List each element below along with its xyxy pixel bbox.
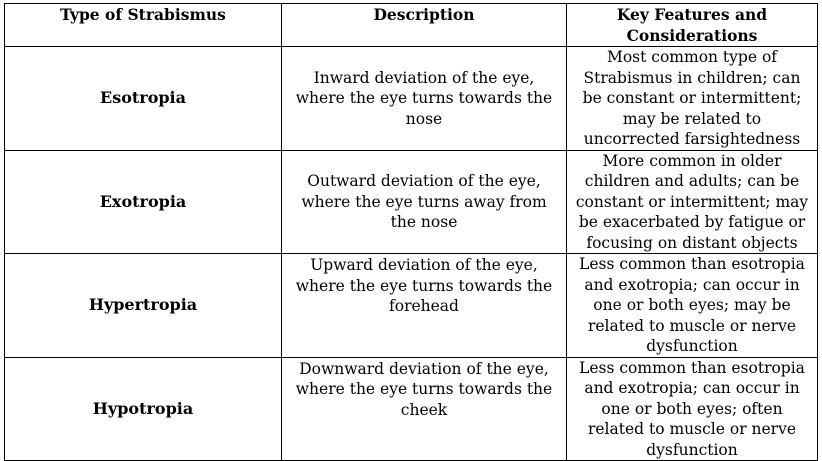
strabismus-type-cell: Esotropia: [5, 47, 282, 151]
description-cell: Outward deviation of the eye, where the eye turns away from the nose: [282, 150, 567, 254]
table-body: [5, 47, 818, 461]
strabismus-table: [4, 3, 818, 461]
description-cell: Inward deviation of the eye, where the eye turns towards the nose: [282, 47, 567, 151]
header-key-features: Key Features and Considerations: [567, 4, 818, 47]
table-header: [5, 4, 818, 47]
table-row: [5, 47, 818, 151]
strabismus-type-cell: Hypertropia: [5, 254, 282, 358]
description-cell: Downward deviation of the eye, where the eye turns towards the cheek: [282, 357, 567, 461]
key-features-cell: More common in older children and adults; can be constant or intermittent; may be exacerbated by fatigue or focusing on distant objects: [567, 150, 818, 254]
table-row: [5, 150, 818, 254]
description-cell: Upward deviation of the eye, where the eye turns towards the forehead: [282, 254, 567, 358]
key-features-cell: Less common than esotropia and exotropia; can occur in one or both eyes; often related to muscle or nerve dysfunction: [567, 357, 818, 461]
header-description: Description: [282, 4, 567, 47]
key-features-cell: Most common type of Strabismus in children; can be constant or intermittent; may be related to uncorrected farsightedness: [567, 47, 818, 151]
table-row: [5, 254, 818, 358]
table-row: [5, 357, 818, 461]
key-features-cell: Less common than esotropia and exotropia; can occur in one or both eyes; may be related to muscle or nerve dysfunction: [567, 254, 818, 358]
strabismus-type-cell: Hypotropia: [5, 357, 282, 461]
header-row: [5, 4, 818, 47]
header-type: Type of Strabismus: [5, 4, 282, 47]
strabismus-type-cell: Exotropia: [5, 150, 282, 254]
